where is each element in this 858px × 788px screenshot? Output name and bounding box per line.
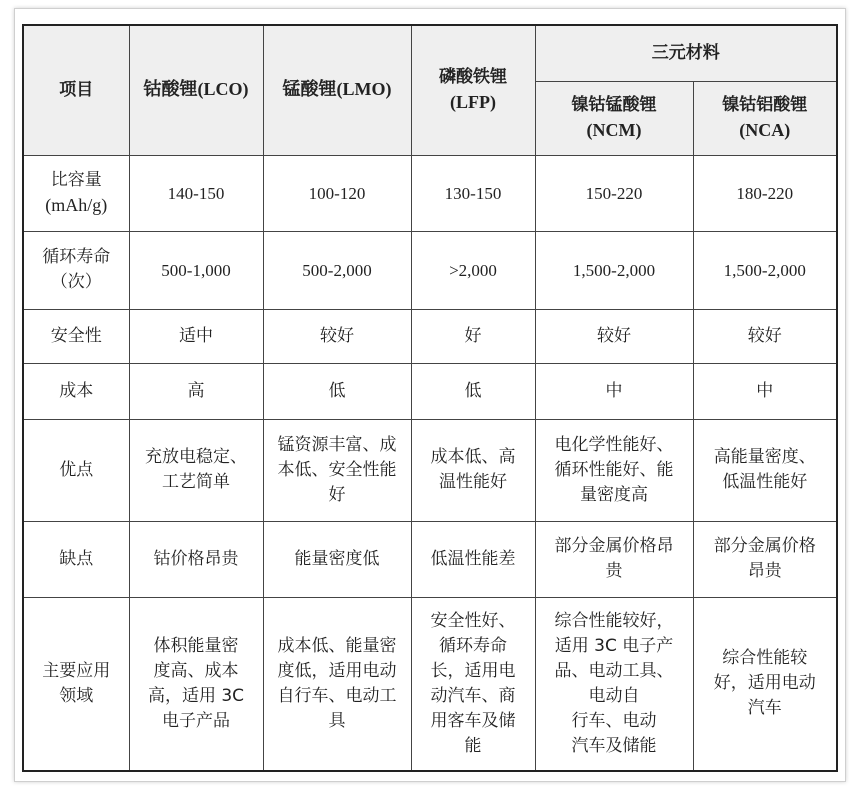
header-lfp-name: 磷酸铁锂 — [439, 67, 507, 88]
header-ternary: 三元材料 — [535, 25, 837, 81]
header-ncm-name: 镍钴锰酸锂 — [571, 95, 657, 115]
header-nca — [693, 81, 837, 155]
cell-cycle-lco: 500-1,000 — [129, 231, 263, 309]
cell-adv-lmo: 锰资源丰富、成 本低、安全性能 好 — [263, 419, 411, 521]
cell-safety-nca: 较好 — [693, 309, 837, 363]
cell-app-nca: 综合性能较 好，适用电动 汽车 — [693, 597, 837, 771]
cell-dis-lco: 钴价格昂贵 — [129, 521, 263, 597]
row-label-disadvantages: 缺点 — [23, 521, 129, 597]
cell-app-lfp: 安全性好、 循环寿命 长，适用电 动汽车、商 用客车及储 能 — [411, 597, 535, 771]
row-label-capacity — [23, 155, 129, 231]
cell-cost-lco: 高 — [129, 363, 263, 419]
cell-capacity-lfp: 130-150 — [411, 155, 535, 231]
cell-adv-ncm: 电化学性能好、 循环性能好、能 量密度高 — [535, 419, 693, 521]
table-row-disadvantages — [23, 521, 837, 597]
row-label-line2: (mAh/g) — [45, 195, 108, 215]
row-label-safety: 安全性 — [23, 309, 129, 363]
cell-cost-nca: 中 — [693, 363, 837, 419]
cell-adv-lco: 充放电稳定、 工艺简单 — [129, 419, 263, 521]
row-label-advantages: 优点 — [23, 419, 129, 521]
header-item: 项目 — [23, 25, 129, 155]
header-nca-name: 镍钴铝酸锂 — [722, 95, 808, 115]
cell-app-ncm: 综合性能较好， 适用 3C 电子产 品、电动工具、 电动自 行车、电动 汽车及储能 — [535, 597, 693, 771]
table-row-cost — [23, 363, 837, 419]
cell-capacity-lmo: 100-120 — [263, 155, 411, 231]
header-nca-abbr: (NCA) — [739, 120, 791, 140]
cell-cycle-ncm: 1,500-2,000 — [535, 231, 693, 309]
cell-cycle-lfp: >2,000 — [411, 231, 535, 309]
cell-adv-lfp: 成本低、高 温性能好 — [411, 419, 535, 521]
header-ncm — [535, 81, 693, 155]
row-label-line2: 领域 — [59, 685, 94, 706]
cell-cycle-nca: 1,500-2,000 — [693, 231, 837, 309]
table-row-applications — [23, 597, 837, 771]
row-label-applications — [23, 597, 129, 771]
cell-capacity-nca: 180-220 — [693, 155, 837, 231]
cell-safety-ncm: 较好 — [535, 309, 693, 363]
row-label-line1: 比容量 — [50, 170, 102, 190]
header-ncm-abbr: (NCM) — [586, 120, 642, 140]
header-lco: 钴酸锂(LCO) — [129, 25, 263, 155]
row-label-cost: 成本 — [23, 363, 129, 419]
cell-adv-nca: 高能量密度、 低温性能好 — [693, 419, 837, 521]
cell-cost-lmo: 低 — [263, 363, 411, 419]
cell-safety-lco: 适中 — [129, 309, 263, 363]
header-lfp — [411, 25, 535, 155]
table-row-safety — [23, 309, 837, 363]
cell-cost-ncm: 中 — [535, 363, 693, 419]
cell-dis-ncm: 部分金属价格昂 贵 — [535, 521, 693, 597]
cell-safety-lfp: 好 — [411, 309, 535, 363]
battery-comparison-table — [22, 24, 838, 772]
row-label-line1: 循环寿命 — [42, 247, 111, 267]
cell-app-lmo: 成本低、能量密 度低，适用电动 自行车、电动工 具 — [263, 597, 411, 771]
table-row-cycle-life — [23, 231, 837, 309]
cell-dis-nca: 部分金属价格 昂贵 — [693, 521, 837, 597]
cell-app-lco: 体积能量密 度高、成本 高，适用 3C 电子产品 — [129, 597, 263, 771]
cell-dis-lmo: 能量密度低 — [263, 521, 411, 597]
cell-cycle-lmo: 500-2,000 — [263, 231, 411, 309]
cell-dis-lfp: 低温性能差 — [411, 521, 535, 597]
row-label-cycle-life — [23, 231, 129, 309]
row-label-line2: （次） — [50, 272, 102, 292]
header-lmo: 锰酸锂(LMO) — [263, 25, 411, 155]
table-row-advantages — [23, 419, 837, 521]
row-label-line1: 主要应用 — [42, 660, 111, 681]
cell-capacity-ncm: 150-220 — [535, 155, 693, 231]
table-row-capacity — [23, 155, 837, 231]
cell-cost-lfp: 低 — [411, 363, 535, 419]
header-lfp-abbr: (LFP) — [450, 92, 496, 113]
cell-capacity-lco: 140-150 — [129, 155, 263, 231]
cell-safety-lmo: 较好 — [263, 309, 411, 363]
